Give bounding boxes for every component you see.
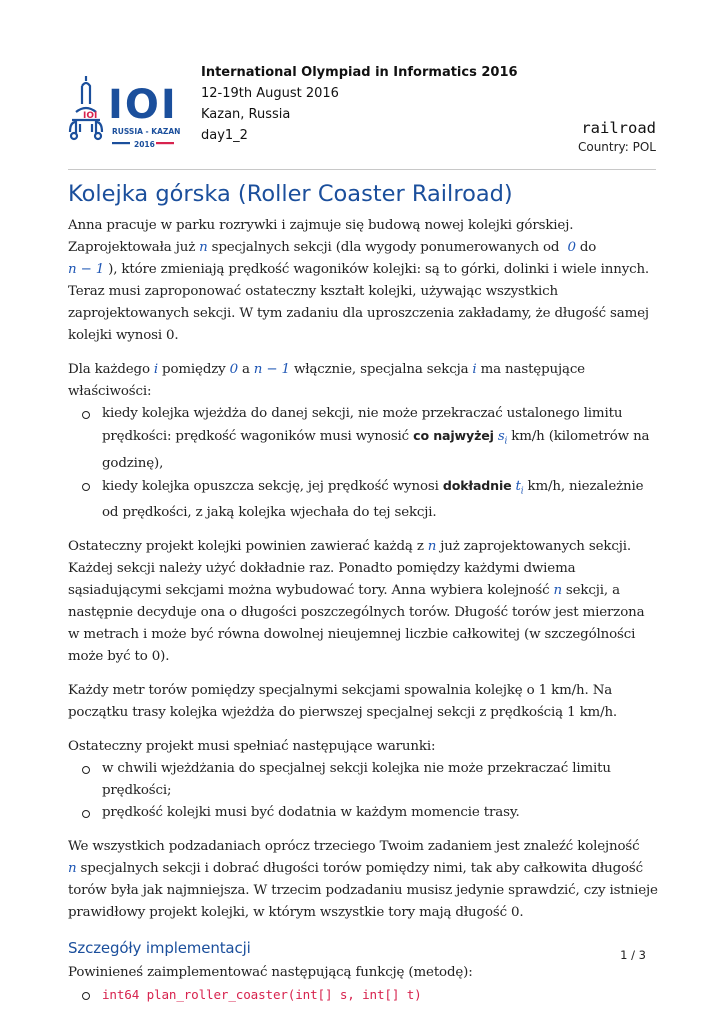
page-number: 1 / 3: [620, 948, 646, 962]
section-implementation-title: Szczegóły implementacji: [68, 939, 251, 958]
ioi-logo: [68, 72, 186, 154]
paragraph-sections: Dla każdego i pomiędzy 0 a n − 1 włącznie, specjalna sekcja i ma następujące właściwości:: [68, 362, 585, 399]
olympiad-name: International Olympiad in Informatics 2016: [201, 65, 518, 80]
paragraph-task: We wszystkich podzadaniach oprócz trzeciego Twoim zadaniem jest znaleźć kolejność n specjalnych sekcji i dobrać długości torów pomiędzy nimi, tak aby całkowita długość torów była jak najmniejsza. W trzecim podzadaniu musisz jedynie sprawdzić, czy istnieje prawidłowy projekt kolejki, w którym wszystkie tory mają długość 0.: [68, 839, 658, 921]
paragraph-speed: Każdy metr torów pomiędzy specjalnymi sekcjami spowalnia kolejkę o 1 km/h. Na początku trasy kolejka wjeżdża do pierwszej specjalnej sekcji z prędkością 1 km/h.: [68, 683, 618, 721]
paragraph-implement: Powinieneś zaimplementować następującą funkcję (metodę):: [68, 965, 473, 981]
section-properties-list: [68, 403, 658, 524]
logo-small-ioi: IOI: [83, 111, 98, 121]
function-signature: int64 plan_roller_coaster(int[] s, int[] t): [102, 987, 422, 1003]
list-item: prędkość kolejki musi być dodatnia w każdym momencie trasy.: [102, 802, 658, 824]
problem-statement: [68, 215, 658, 1019]
svg-text:RUSSIA - KAZAN: RUSSIA - KAZAN: [112, 127, 181, 136]
olympiad-info: [201, 62, 518, 146]
paragraph-design: Ostateczny projekt kolejki powinien zawierać każdą z n już zaprojektowanych sekcji. Każdej sekcji należy użyć dokładnie raz. Ponadto pomiędzy każdymi dwiema sąsiadującymi sekcjami można wybudować tory. Anna wybiera kolejność n sekcji, a następnie decyduje ona o długości poszczególnych torów. Długość torów jest mierzona w metrach i może być równa dowolnej nieujemnej liczbie całkowitej (w szczególności może być to 0).: [68, 539, 645, 665]
header-divider: [68, 169, 656, 170]
list-item: [102, 984, 658, 1007]
task-code: railroad: [581, 119, 656, 137]
conditions-list: [68, 758, 658, 824]
list-item: kiedy kolejka opuszcza sekcję, jej prędkość wynosi dokładnie $t_i$ km/h, niezależnie od prędkości, z jaką kolejka wjechała do tej sekcji.: [102, 475, 658, 525]
list-item: kiedy kolejka wjeżdża do danej sekcji, nie może przekraczać ustalonego limitu prędkości: prędkość wagoników musi wynosić co najwyżej $s_i$ km/h (kilometrów na godzinę),: [102, 403, 658, 475]
page-title: Kolejka górska (Roller Coaster Railroad): [68, 181, 513, 207]
list-item: w chwili wjeżdżania do specjalnej sekcji kolejka nie może przekraczać limitu prędkości;: [102, 758, 658, 802]
page-header: [68, 62, 656, 166]
task-country: Country: POL: [577, 140, 656, 154]
svg-text:IOI: IOI: [108, 82, 178, 128]
olympiad-dates: 12-19th August 2016: [201, 86, 339, 101]
paragraph-intro: Anna pracuje w parku rozrywki i zajmuje się budową nowej kolejki górskiej. Zaprojektowała już n specjalnych sekcji (dla wygody ponumerowanych od 0 do n − 1 ), które zmieniają prędkość wagoników kolejki: są to górki, dolinki i wiele innych. Teraz musi zaproponować ostateczny kształt kolejki, używając wszystkich zaprojektowanych sekcji. W tym zadaniu dla uproszczenia zakładamy, że długość samej kolejki wynosi 0.: [68, 218, 650, 343]
function-list: [68, 984, 658, 1007]
olympiad-day: day1_2: [201, 128, 248, 143]
svg-text:2016: 2016: [134, 140, 155, 149]
olympiad-location: Kazan, Russia: [201, 107, 291, 122]
paragraph-conditions: Ostateczny projekt musi spełniać następujące warunki:: [68, 739, 436, 755]
task-info: [578, 118, 656, 156]
